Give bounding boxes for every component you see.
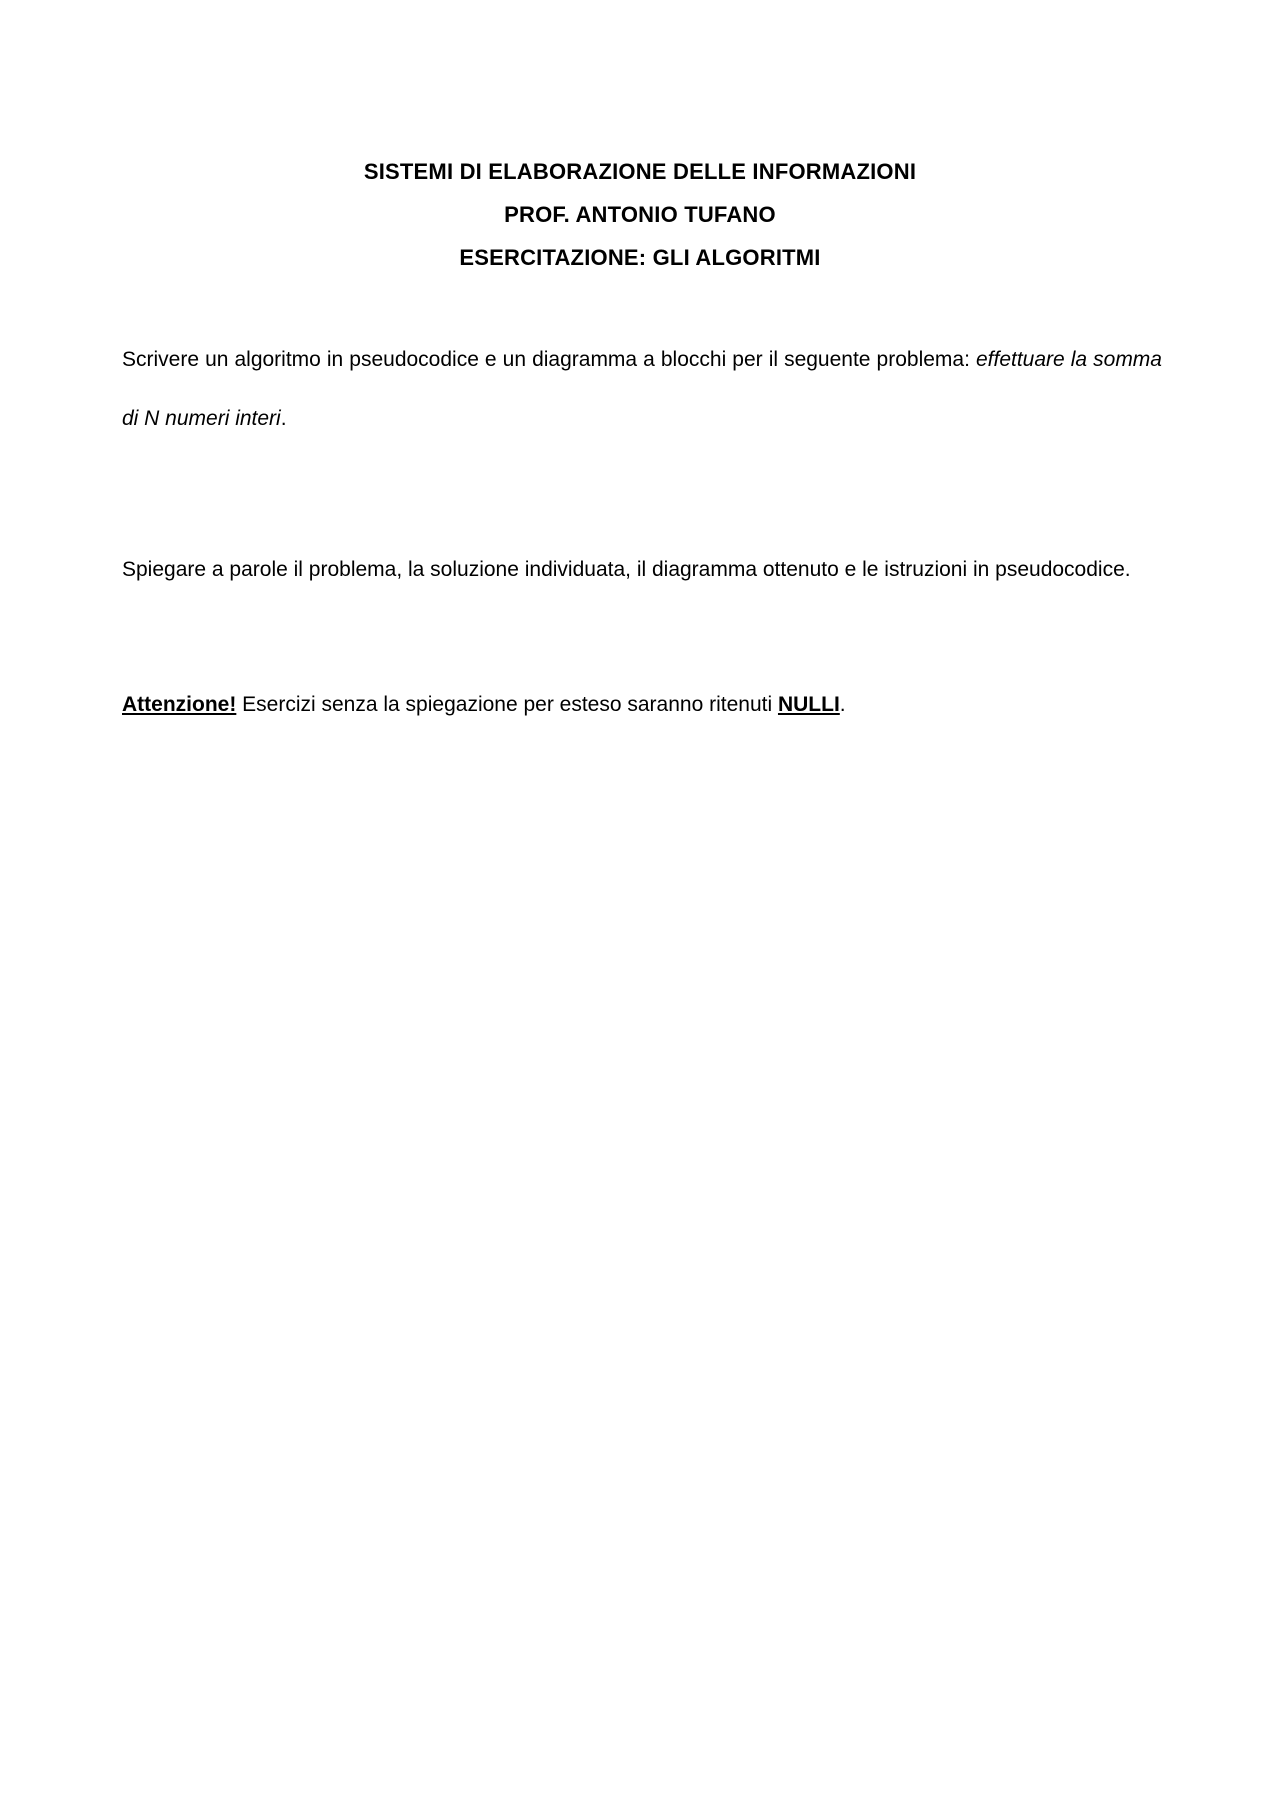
exercise-title: ESERCITAZIONE: GLI ALGORITMI [459, 245, 821, 270]
professor-name: PROF. ANTONIO TUFANO [504, 202, 776, 227]
course-title: SISTEMI DI ELABORAZIONE DELLE INFORMAZIONI [363, 159, 917, 184]
warning-label: Attenzione! [122, 693, 237, 716]
instruction-paragraph [122, 540, 1162, 599]
assignment-paragraph [122, 330, 1162, 448]
instruction-text: Spiegare a parole il problema, la soluzione individuata, il diagramma ottenuto e le istruzioni in pseudocodice. [122, 558, 1131, 581]
problem-statement: effettuare la somma di N numeri interi [122, 348, 1162, 430]
assignment-end: . [280, 407, 287, 430]
warning-end: . [839, 693, 846, 716]
warning-text: Esercizi senza la spiegazione per esteso saranno ritenuti [236, 693, 778, 716]
assignment-text: Scrivere un algoritmo in pseudocodice e un diagramma a blocchi per il seguente problema: [122, 348, 976, 371]
document-header [0, 150, 1280, 279]
warning-emphasis: NULLI [777, 693, 840, 716]
warning-paragraph [122, 688, 1162, 722]
